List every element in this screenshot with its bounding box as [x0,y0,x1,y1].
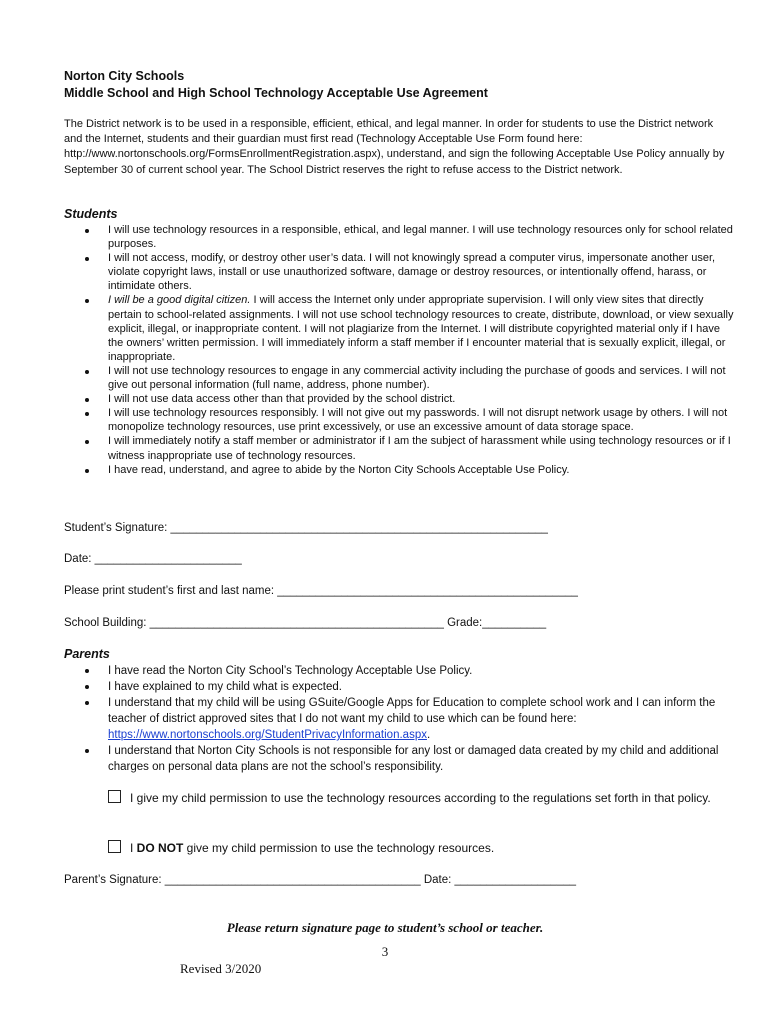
school-building-field[interactable]: School Building: ______________________________________________ Grade:__________ [64,617,547,629]
bullet-icon [85,398,89,402]
list-item: I will not use data access other than that provided by the school district. [64,392,734,406]
date-field[interactable]: Date: _______________________ [64,553,242,565]
list-item: I understand that my child will be using GSuite/Google Apps for Education to complete school work and I can inform the teacher of district approved sites that I do not want my child to use which can be found here: https://www.nortonschools.org/StudentPrivacyInformation.aspx. [64,695,734,743]
bullet-icon [85,685,89,689]
bullet-icon [85,469,89,473]
parents-heading: Parents [64,647,110,661]
list-item: I will use technology resources responsibly. I will not give out my passwords. I will not disrupt network usage by others. I will not monopolize technology resources, use print excessively, or use an excessive amount of data storage space. [64,406,734,434]
return-note: Please return signature page to student’s school or teacher. [226,920,544,935]
bullet-icon [85,749,89,753]
list-item: I will not access, modify, or destroy other user’s data. I will not knowingly spread a computer virus, impersonate another user, violate copyright laws, install or use unauthorized software, damage or destroy resources, or intentionally offend, harass, or intimidate others. [64,251,734,293]
student-name-field[interactable]: Please print student’s first and last name: _______________________________________________ [64,585,578,597]
revised-date: Revised 3/2020 [180,961,262,976]
give-permission-checkbox[interactable] [108,790,121,803]
consent-give [108,790,738,807]
privacy-link[interactable]: https://www.nortonschools.org/StudentPrivacyInformation.aspx [108,729,427,741]
bullet-icon [85,229,89,233]
consent-deny: I DO NOT give my child permission to use the technology resources. [108,840,738,857]
list-item: I have read the Norton City School’s Technology Acceptable Use Policy. [64,663,734,679]
bullet-icon [85,669,89,673]
consent-give-label: I give my child permission to use the technology resources according to the regulations set forth in that policy. [130,791,711,805]
page-number: 3 [381,944,389,959]
bullet-icon [85,701,89,705]
parent-signature-field[interactable]: Parent’s Signature: ________________________________________ Date: ___________________ [64,874,577,886]
bullet-icon [85,440,89,444]
bullet-icon [85,257,89,261]
students-list [64,223,734,477]
list-item: I will not use technology resources to engage in any commercial activity including the purchase of goods and services. I will not give out personal information (full name, address, phone number). [64,364,734,392]
deny-permission-checkbox[interactable] [108,840,121,853]
bullet-icon [85,299,89,303]
org-name: Norton City Schools [64,69,185,83]
student-signature-field[interactable]: Student’s Signature: ___________________________________________________________ [64,522,548,534]
list-item: I will be a good digital citizen. I will access the Internet only under appropriate supervision. I will only view sites that directly pertain to school-related assignments. I will not use school technology resources to create, distribute, download, or view sexually explicit, illegal, or inappropriate content. I will not plagiarize from the Internet. I will distribute copyrighted material only if I have the owners’ written permission. I will immediately inform a staff member if I encounter material that is sexually explicit, illegal, or inappropriate. [64,293,734,363]
intro-paragraph: The District network is to be used in a responsible, efficient, ethical, and legal manner. In order for students to use the District network and the Internet, students and their guardian must first read (Technology Acceptable Use Form found here: http://www.nortonschools.org/FormsEnrollmentRegistration.aspx), understand, and sign the following Acceptable Use Policy annually by September 30 of current school year. The School District reserves the right to refuse access to the District network. [64,118,725,176]
list-item: I have explained to my child what is expected. [64,679,734,695]
list-item: I will use technology resources in a responsible, ethical, and legal manner. I will use technology resources only for school related purposes. [64,223,734,251]
document-title: Middle School and High School Technology Acceptable Use Agreement [64,86,488,100]
list-item: I will immediately notify a staff member or administrator if I am the subject of harassment while using technology resources or if I witness inappropriate use of technology resources. [64,434,734,462]
do-not-emphasis: DO NOT [136,841,184,855]
list-item: I have read, understand, and agree to abide by the Norton City Schools Acceptable Use Policy. [64,463,734,477]
bullet-icon [85,370,89,374]
parents-list [64,663,734,775]
list-item: I understand that Norton City Schools is not responsible for any lost or damaged data created by my child and additional charges on personal data plans are not the school’s responsibility. [64,743,734,775]
students-heading: Students [64,207,118,221]
bullet-icon [85,412,89,416]
